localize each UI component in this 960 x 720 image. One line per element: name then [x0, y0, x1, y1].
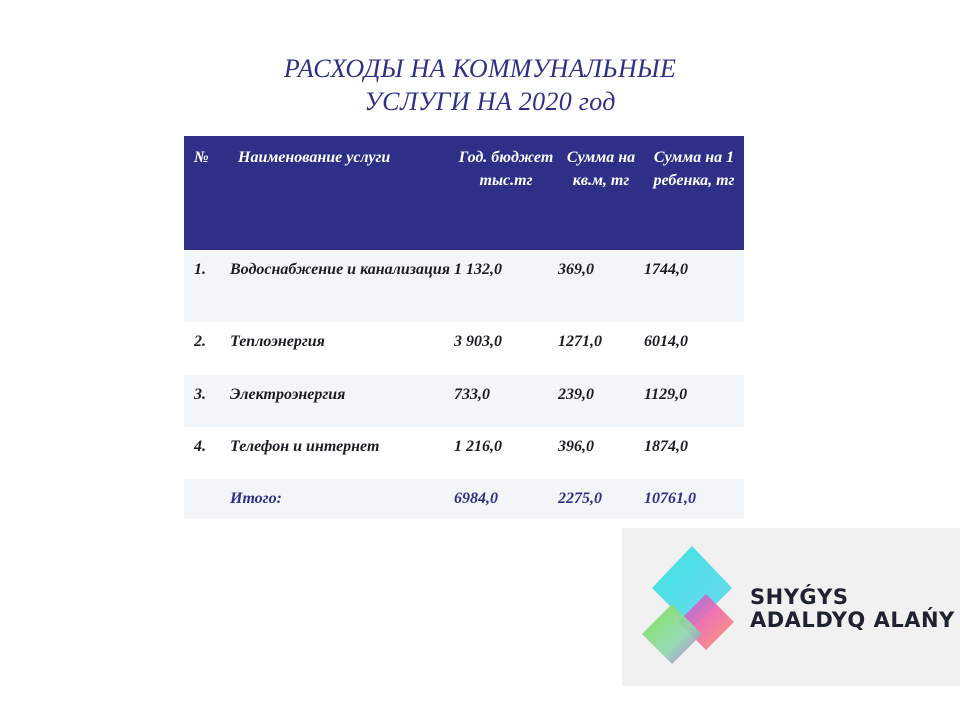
- row-no: 1.: [194, 261, 206, 278]
- row-per-child: 1874,0: [644, 438, 688, 455]
- row-no: 2.: [194, 333, 206, 350]
- total-no-cell: [184, 479, 224, 519]
- table-row: [184, 375, 744, 427]
- diamond-logo-icon: [634, 542, 744, 672]
- total-per-child: 10761,0: [644, 490, 696, 507]
- row-budget: 3 903,0: [454, 333, 502, 350]
- table-row: [184, 427, 744, 479]
- header-service-name: Наименование услуги: [238, 149, 391, 166]
- slide-title: [0, 52, 960, 118]
- row-service-name: Электроэнергия: [230, 386, 346, 403]
- row-service-name: Водоснабжение и канализация: [230, 261, 451, 278]
- logo-wordmark: [750, 586, 955, 632]
- row-per-sqm: 369,0: [558, 261, 594, 278]
- logo-line-2: ADALDYQ ALAŃY: [750, 608, 955, 632]
- title-line-2: УСЛУГИ НА 2020 год: [364, 87, 616, 116]
- table-total-row: [184, 479, 744, 519]
- total-budget: 6984,0: [454, 490, 498, 507]
- row-per-child: 6014,0: [644, 333, 688, 350]
- table-header-row: [184, 136, 744, 250]
- total-per-sqm: 2275,0: [558, 490, 602, 507]
- title-line-1: РАСХОДЫ НА КОММУНАЛЬНЫЕ: [283, 54, 677, 83]
- row-budget: 733,0: [454, 386, 490, 403]
- row-per-sqm: 396,0: [558, 438, 594, 455]
- row-service-name: Телефон и интернет: [230, 438, 380, 455]
- row-service-name: Теплоэнергия: [230, 333, 325, 350]
- table-row: [184, 250, 744, 322]
- header-annual-budget: Год. бюджет тыс.тг: [458, 149, 554, 189]
- utility-costs-table: [184, 136, 744, 519]
- row-per-child: 1129,0: [644, 386, 688, 403]
- row-per-child: 1744,0: [644, 261, 688, 278]
- header-sum-per-sqm: Сумма на кв.м, тг: [566, 149, 636, 189]
- row-no: 4.: [194, 438, 206, 455]
- logo-line-1: SHYǴYS: [750, 585, 849, 609]
- header-no: №: [194, 149, 209, 166]
- row-budget: 1 216,0: [454, 438, 502, 455]
- row-per-sqm: 239,0: [558, 386, 594, 403]
- total-label: Итого:: [230, 490, 282, 507]
- row-budget: 1 132,0: [454, 261, 502, 278]
- header-sum-per-child: Сумма на 1 ребенка, тг: [653, 149, 735, 189]
- logo-panel: [622, 528, 960, 686]
- table-row: [184, 322, 744, 375]
- row-no: 3.: [194, 386, 206, 403]
- row-per-sqm: 1271,0: [558, 333, 602, 350]
